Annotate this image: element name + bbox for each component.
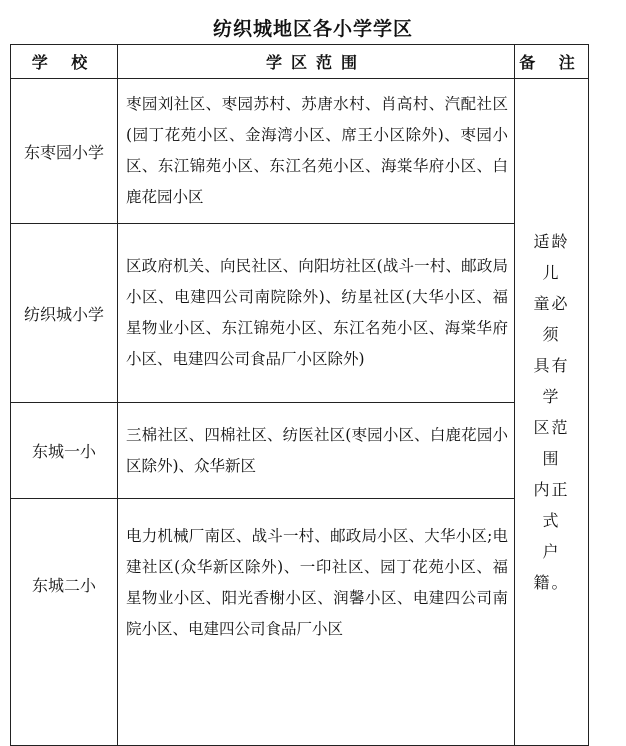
district-range: 三棉社区、四棉社区、纺医社区(枣园小区、白鹿花园小区除外)、众华新区 xyxy=(118,403,515,499)
note-line: 内正式 xyxy=(533,480,570,530)
school-name: 纺织城小学 xyxy=(11,224,118,403)
table-row xyxy=(11,79,589,224)
school-name: 东城二小 xyxy=(11,499,118,746)
district-range: 区政府机关、向民社区、向阳坊社区(战斗一村、邮政局小区、电建四公司南院除外)、纺星社区(大华小区、福星物业小区、东江锦苑小区、东江名苑小区、海棠华府小区、电建四公司食品厂小区除外) xyxy=(118,224,515,403)
school-name: 东城一小 xyxy=(11,403,118,499)
table-header-row xyxy=(11,45,589,79)
note-line: 童必须 xyxy=(533,294,570,344)
page-title: 纺织城地区各小学学区 xyxy=(212,18,413,40)
table-row xyxy=(11,499,589,746)
note-line: 具有学 xyxy=(533,356,570,406)
note-line: 区范围 xyxy=(533,418,570,468)
table-row xyxy=(11,224,589,403)
note-line: 适龄儿 xyxy=(533,232,570,282)
district-range: 电力机械厂南区、战斗一村、邮政局小区、大华小区;电建社区(众华新区除外)、一印社区、园丁花苑小区、福星物业小区、阳光香榭小区、润馨小区、电建四公司南院小区、电建四公司食品厂小区 xyxy=(118,499,515,746)
note-line: 户籍。 xyxy=(533,542,570,592)
district-range: 枣园刘社区、枣园苏村、苏唐水村、肖高村、汽配社区(园丁花苑小区、金海湾小区、席王小区除外)、枣园小区、东江锦苑小区、东江名苑小区、海棠华府小区、白鹿花园小区 xyxy=(118,79,515,224)
header-range: 学区范围 xyxy=(118,45,515,79)
note-cell xyxy=(515,79,589,746)
header-school: 学 校 xyxy=(11,45,118,79)
header-note: 备 注 xyxy=(515,45,589,79)
table-row xyxy=(11,403,589,499)
school-name: 东枣园小学 xyxy=(11,79,118,224)
school-district-table xyxy=(10,44,589,746)
